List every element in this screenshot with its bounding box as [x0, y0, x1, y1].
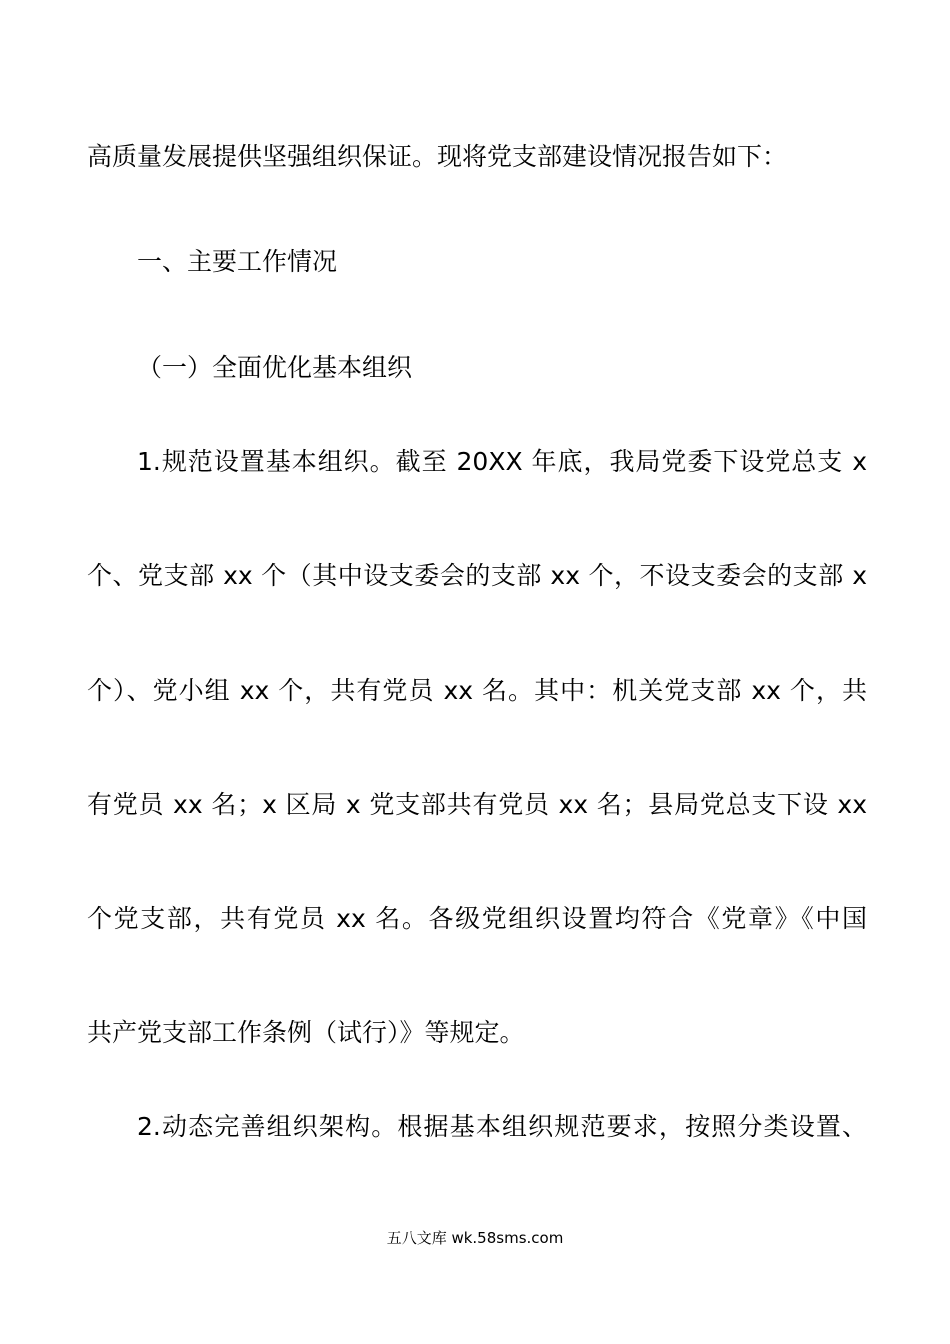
- paragraph-line-9: 共产党支部工作条例（试行）》等规定。: [87, 1018, 525, 1047]
- paragraph-line-1: 高质量发展提供坚强组织保证。现将党支部建设情况报告如下：: [87, 142, 788, 171]
- section-heading: 一、主要工作情况: [137, 247, 338, 276]
- watermark-footer: 五八文库 wk.58sms.com: [386, 1229, 564, 1247]
- subsection-heading: （一）全面优化基本组织: [137, 353, 413, 382]
- paragraph-line-7: 有党员 xx 名；x 区局 x 党支部共有党员 xx 名；县局党总支下设 xx: [87, 790, 867, 819]
- paragraph-line-5: 个、党支部 xx 个（其中设支委会的支部 xx 个，不设支委会的支部 x: [87, 561, 867, 590]
- paragraph-line-4: 1.规范设置基本组织。截至 20XX 年底，我局党委下设党总支 x: [137, 447, 867, 476]
- paragraph-line-6: 个）、党小组 xx 个，共有党员 xx 名。其中：机关党支部 xx 个，共: [87, 676, 867, 705]
- paragraph-line-8: 个党支部，共有党员 xx 名。各级党组织设置均符合《党章》《中国: [87, 904, 867, 933]
- paragraph-line-10: 2.动态完善组织架构。根据基本组织规范要求，按照分类设置、: [137, 1112, 867, 1141]
